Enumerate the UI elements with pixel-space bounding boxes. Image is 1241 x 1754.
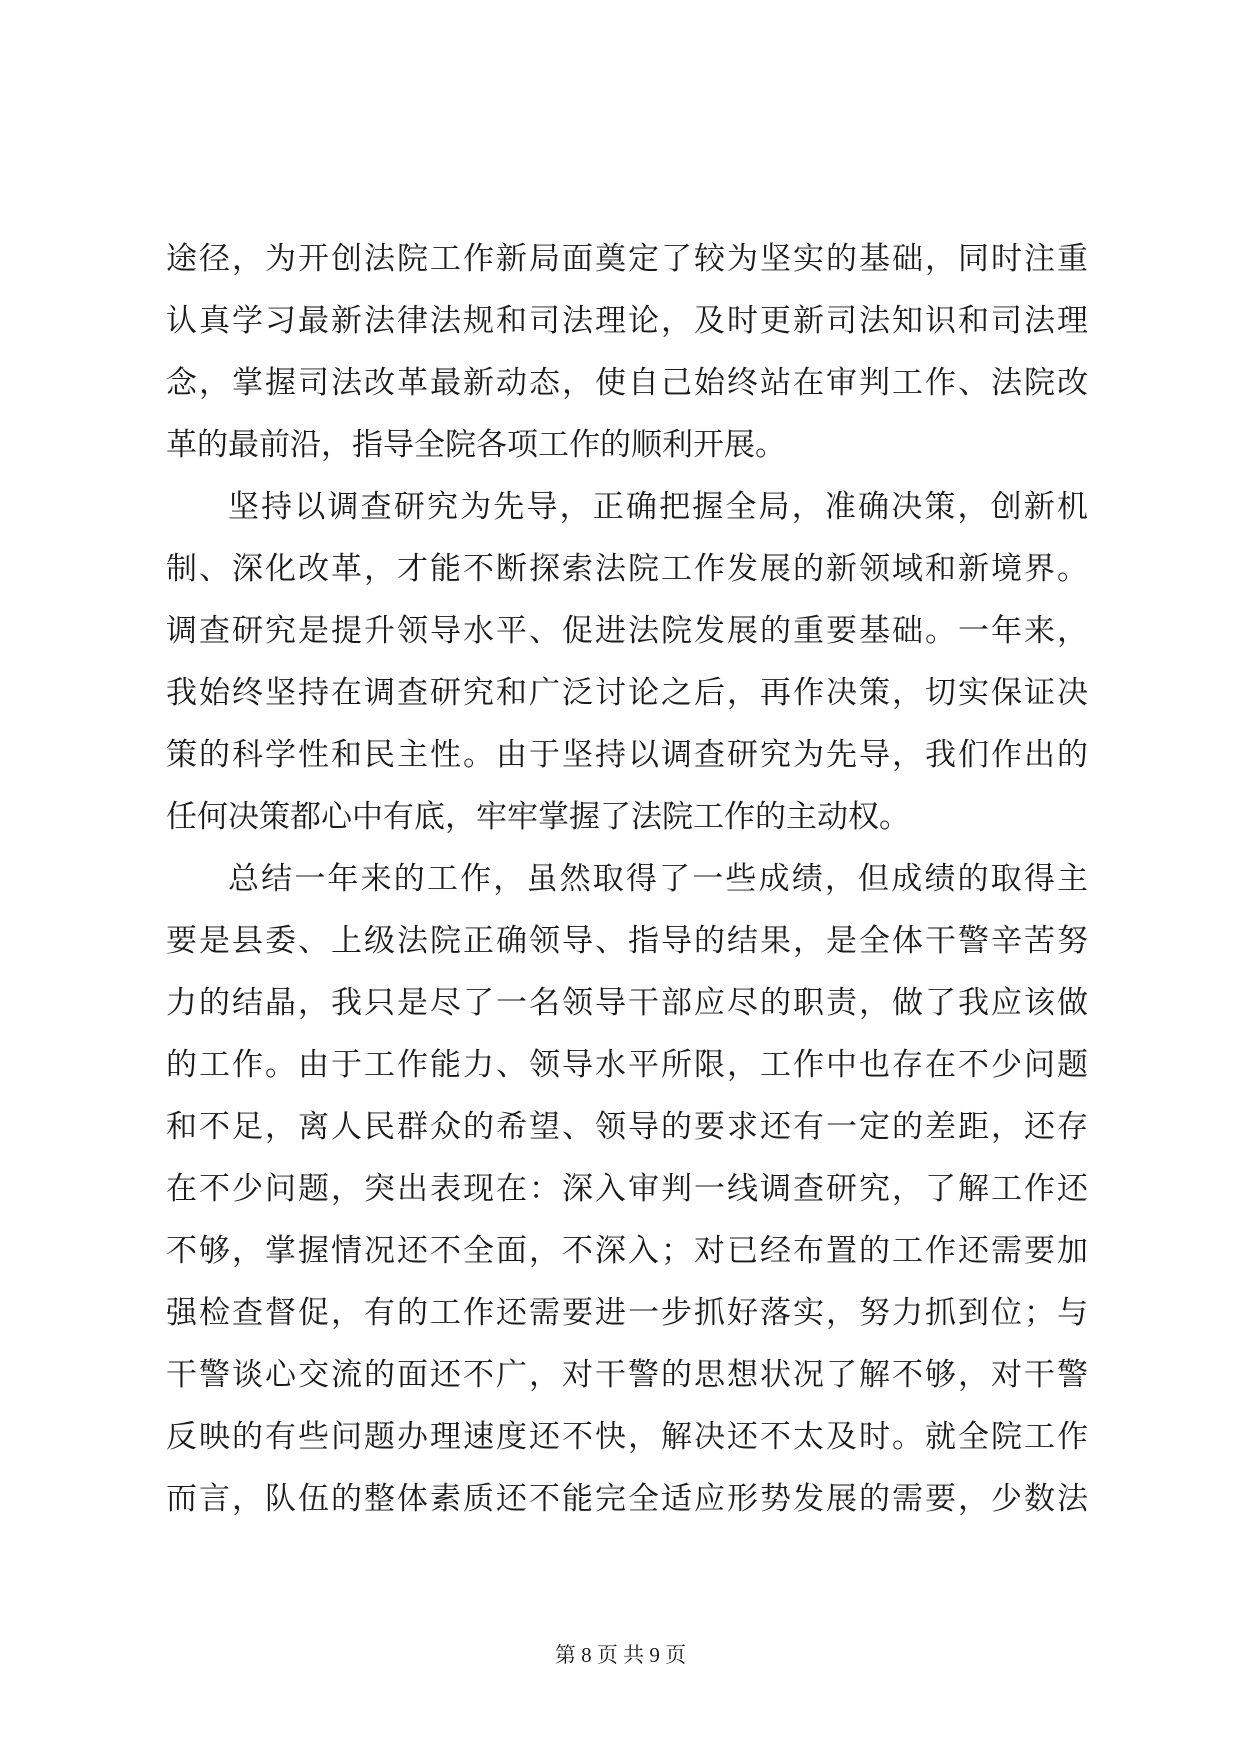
text-line: 任何决策都心中有底，牢牢掌握了法院工作的主动权。 <box>166 799 910 835</box>
text-line: 而言，队伍的整体素质还不能完全适应形势发展的需要，少数法 <box>166 1481 1088 1517</box>
text-line: 要是县委、上级法院正确领导、指导的结果，是全体干警辛苦努 <box>166 923 1088 959</box>
text-line: 策的科学性和民主性。由于坚持以调查研究为先导，我们作出的 <box>166 737 1088 773</box>
text-line: 和不足，离人民群众的希望、领导的要求还有一定的差距，还存 <box>166 1109 1088 1145</box>
paragraph-2 <box>166 476 1088 848</box>
text-line: 认真学习最新法律法规和司法理论，及时更新司法知识和司法理 <box>166 303 1088 339</box>
text-line: 制、深化改革，才能不断探索法院工作发展的新领域和新境界。 <box>166 551 1088 587</box>
text-line: 念，掌握司法改革最新动态，使自己始终站在审判工作、法院改 <box>166 365 1088 401</box>
page-number-footer: 第 8 页 共 9 页 <box>554 1643 687 1667</box>
text-line: 调查研究是提升领导水平、促进法院发展的重要基础。一年来， <box>166 613 1088 649</box>
text-line: 革的最前沿，指导全院各项工作的顺利开展。 <box>166 427 786 463</box>
paragraph-1 <box>166 228 1088 476</box>
text-line: 坚持以调查研究为先导，正确把握全局，准确决策，创新机 <box>228 489 1088 525</box>
paragraph-3 <box>166 848 1088 1530</box>
text-line: 总结一年来的工作，虽然取得了一些成绩，但成绩的取得主 <box>228 861 1088 897</box>
text-line: 不够，掌握情况还不全面，不深入；对已经布置的工作还需要加 <box>166 1233 1088 1269</box>
text-line: 力的结晶，我只是尽了一名领导干部应尽的职责，做了我应该做 <box>166 985 1088 1021</box>
text-line: 反映的有些问题办理速度还不快，解决还不太及时。就全院工作 <box>166 1419 1088 1455</box>
text-line: 在不少问题，突出表现在：深入审判一线调查研究，了解工作还 <box>166 1171 1088 1207</box>
body-text <box>166 228 1088 1530</box>
text-line: 我始终坚持在调查研究和广泛讨论之后，再作决策，切实保证决 <box>166 675 1088 711</box>
text-line: 干警谈心交流的面还不广，对干警的思想状况了解不够，对干警 <box>166 1357 1088 1393</box>
text-line: 途径，为开创法院工作新局面奠定了较为坚实的基础，同时注重 <box>166 241 1088 277</box>
text-line: 的工作。由于工作能力、领导水平所限，工作中也存在不少问题 <box>166 1047 1088 1083</box>
text-line: 强检查督促，有的工作还需要进一步抓好落实，努力抓到位；与 <box>166 1295 1088 1331</box>
